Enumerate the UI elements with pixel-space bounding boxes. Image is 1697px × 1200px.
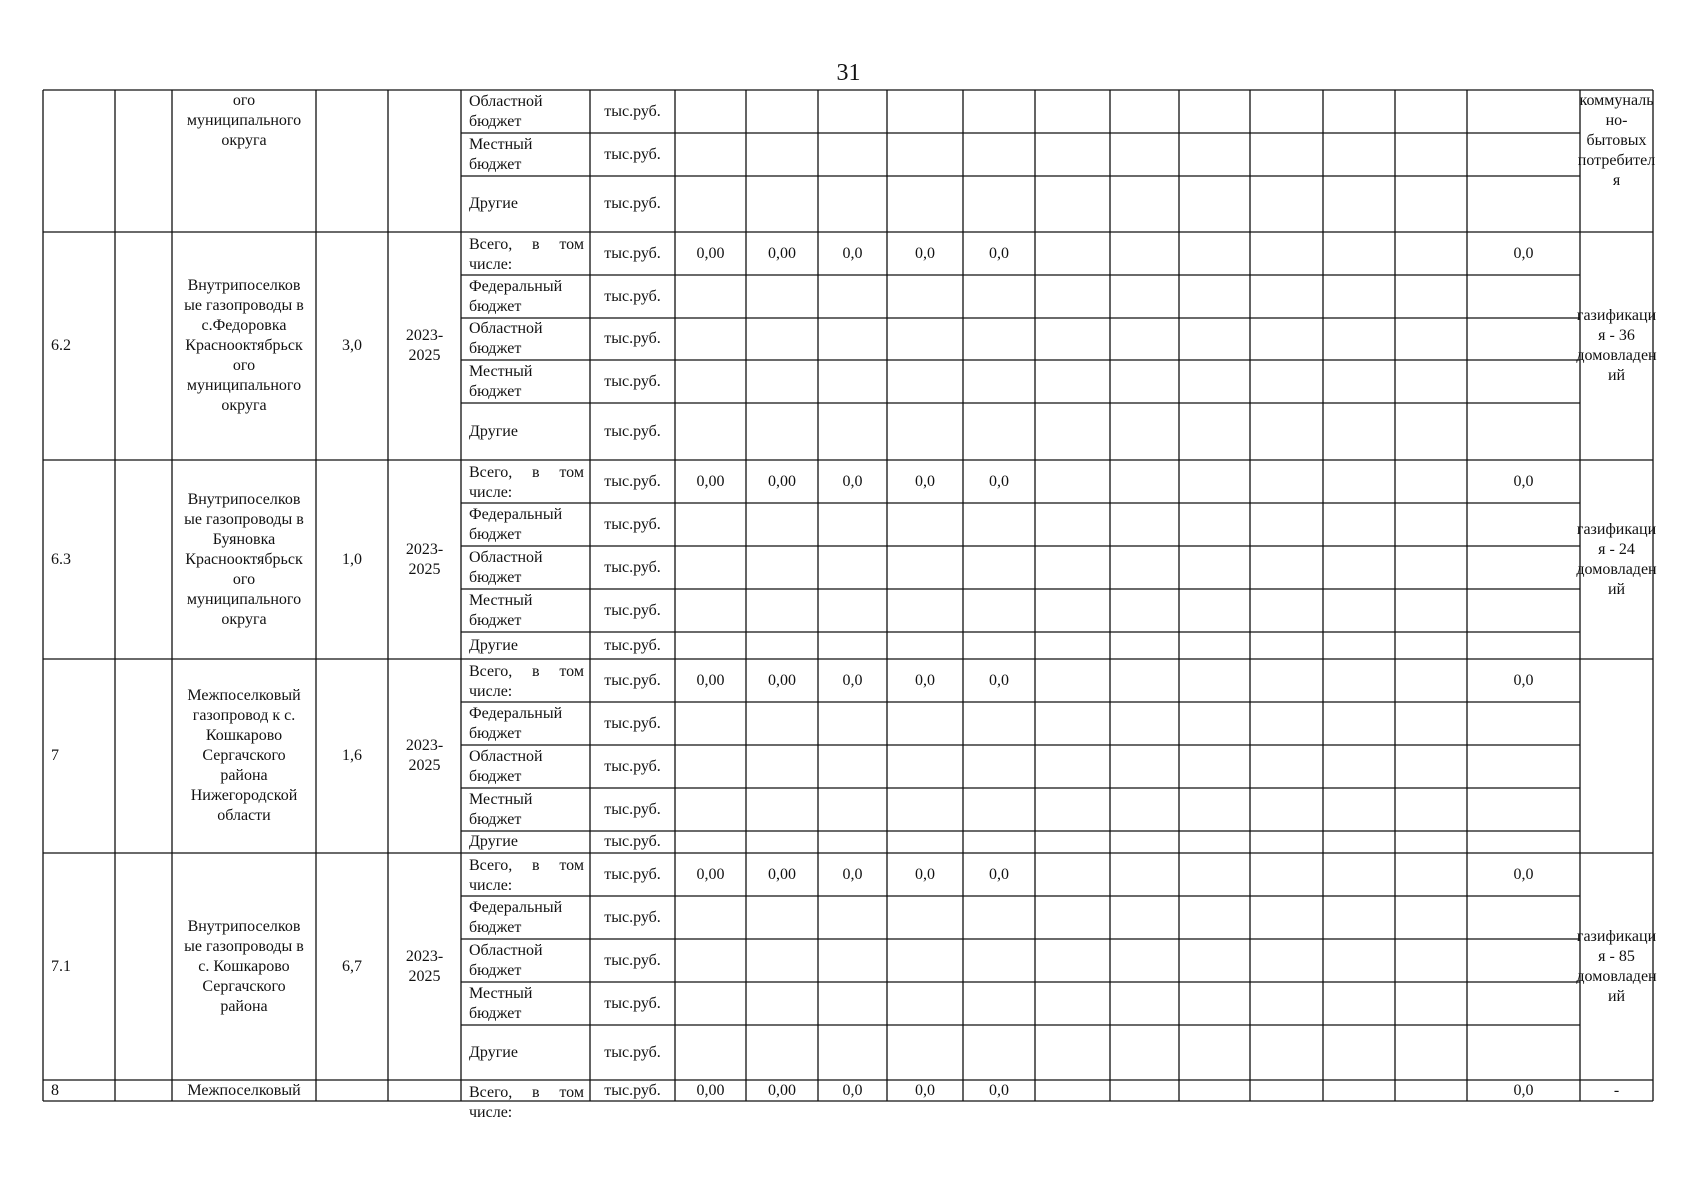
unit-label: тыс.руб. <box>604 865 661 883</box>
value-cell: 0,00 <box>696 1081 725 1099</box>
unit-label: тыс.руб. <box>604 1043 661 1061</box>
source-local: Местный бюджет <box>469 135 533 173</box>
row-number: 8 <box>51 1081 59 1099</box>
source-total-line1: Всего, в том <box>469 464 584 481</box>
value-total: 0,0 <box>1513 244 1534 262</box>
source-other: Другие <box>469 636 518 654</box>
length-value: 1,0 <box>342 550 362 568</box>
value-cell: 0,0 <box>842 1081 863 1099</box>
unit-label: тыс.руб. <box>604 195 661 212</box>
unit-label: тыс.руб. <box>604 951 661 969</box>
value-cell: 0,00 <box>768 472 796 490</box>
value-total: 0,0 <box>1513 472 1534 490</box>
unit-label: тыс.руб. <box>604 330 661 347</box>
source-regional: Областной бюджет <box>469 941 543 979</box>
unit-label: тыс.руб. <box>604 558 661 576</box>
unit-label: тыс.руб. <box>604 833 661 850</box>
value-cell: 0,00 <box>768 671 796 689</box>
unit-label: тыс.руб. <box>604 994 661 1012</box>
value-cell: 0,0 <box>915 865 935 883</box>
result-text: газификаци я - 24 домовладен ий <box>1576 520 1657 598</box>
years-value <box>390 1081 459 1100</box>
source-total-line2: числе: <box>469 683 513 700</box>
value-total: 0,0 <box>1513 865 1534 883</box>
result-text: газификаци я - 36 домовладен ий <box>1576 307 1657 384</box>
value-cell: 0,0 <box>842 244 863 262</box>
source-federal: Федеральный бюджет <box>469 505 563 543</box>
value-cell: 0,0 <box>989 244 1009 262</box>
value-cell: 0,00 <box>696 244 725 262</box>
source-other: Другие <box>469 833 518 850</box>
unit-label: тыс.руб. <box>604 372 661 390</box>
source-total-line2: числе: <box>469 484 513 501</box>
unit-label: тыс.руб. <box>604 244 661 262</box>
unit-label: тыс.руб. <box>604 601 661 619</box>
source-total <box>463 660 588 701</box>
value-cell: 0,00 <box>696 472 725 490</box>
unit-label: тыс.руб. <box>604 472 661 490</box>
unit-label: тыс.руб. <box>604 636 661 654</box>
length-value: 3,0 <box>342 337 362 354</box>
row-number: 6.3 <box>51 550 71 568</box>
source-local: Местный бюджет <box>469 984 533 1022</box>
object-name: Межпоселковый газопровод к с. Кошкарово Сергачского района Нижегородской области <box>187 687 301 824</box>
source-regional: Областной бюджет <box>469 92 543 130</box>
value-cell: 0,0 <box>915 671 935 689</box>
value-cell: 0,0 <box>989 671 1009 689</box>
result-text <box>1582 660 1651 852</box>
source-local: Местный бюджет <box>469 790 533 828</box>
years-value <box>390 91 459 231</box>
object-name: Внутрипоселков ые газопроводы в Буяновка Краснооктябрьск ого муниципального округа <box>184 490 304 628</box>
source-local: Местный бюджет <box>469 591 533 629</box>
row-number: 7 <box>51 747 59 764</box>
value-cell: 0,00 <box>768 1081 796 1099</box>
source-total-line2: числе: <box>469 256 513 273</box>
source-federal: Федеральный бюджет <box>469 277 563 315</box>
row-number: 7.1 <box>51 957 71 975</box>
value-cell: 0,00 <box>696 865 725 883</box>
length-value <box>318 91 386 231</box>
length-value: 1,6 <box>342 747 362 764</box>
object-name: Внутрипоселков ые газопроводы в с.Федоровка Краснооктябрьск ого муниципального округа <box>184 277 304 414</box>
value-cell: 0,00 <box>768 865 796 883</box>
source-total-line2: числе: <box>469 877 513 894</box>
years-value: 2023- 2025 <box>405 737 444 774</box>
source-total-line1: Всего, в том <box>469 236 584 253</box>
unit-label: тыс.руб. <box>604 145 661 163</box>
source-total-line2: числе: <box>469 1104 513 1121</box>
row-number: 6.2 <box>51 337 71 354</box>
length-value: 6,7 <box>342 957 362 975</box>
years-value: 2023- 2025 <box>405 540 444 578</box>
result-text: газификаци я - 85 домовладен ий <box>1576 927 1657 1005</box>
source-regional: Областной бюджет <box>469 320 543 357</box>
unit-label: тыс.руб. <box>604 757 661 775</box>
value-cell: 0,0 <box>915 244 935 262</box>
source-total-line1: Всего, в том <box>469 1084 584 1101</box>
years-value: 2023- 2025 <box>405 947 444 985</box>
unit-label: тыс.руб. <box>604 908 661 926</box>
source-total <box>463 1081 588 1121</box>
length-value <box>318 1081 386 1100</box>
source-other: Другие <box>469 1043 518 1061</box>
source-regional: Областной бюджет <box>469 548 543 586</box>
value-cell: 0,0 <box>842 865 863 883</box>
object-name: Межпоселковый <box>187 1082 301 1099</box>
unit-label: тыс.руб. <box>604 422 661 440</box>
value-cell: 0,0 <box>915 1081 935 1099</box>
source-federal: Федеральный бюджет <box>469 704 563 742</box>
value-total: 0,0 <box>1513 671 1534 689</box>
source-total-line1: Всего, в том <box>469 663 584 680</box>
source-federal: Федеральный бюджет <box>469 898 563 936</box>
source-total-line1: Всего, в том <box>469 857 584 874</box>
value-cell: 0,0 <box>842 671 863 689</box>
source-total <box>463 854 588 895</box>
source-other: Другие <box>469 422 518 440</box>
value-cell: 0,0 <box>915 472 935 490</box>
page-number: 31 <box>836 60 861 86</box>
unit-label: тыс.руб. <box>604 800 661 818</box>
result-text: - <box>1613 1081 1620 1099</box>
unit-label: тыс.руб. <box>604 287 661 305</box>
value-cell: 0,0 <box>989 1081 1009 1099</box>
row-number <box>45 91 113 231</box>
unit-label: тыс.руб. <box>604 102 661 120</box>
source-local: Местный бюджет <box>469 362 533 400</box>
value-cell: 0,0 <box>842 472 863 490</box>
value-cell: 0,00 <box>696 671 725 689</box>
value-cell: 0,0 <box>989 865 1009 883</box>
source-total <box>463 461 588 502</box>
source-regional: Областной бюджет <box>469 747 543 785</box>
years-value: 2023- 2025 <box>405 327 444 364</box>
unit-label: тыс.руб. <box>604 714 661 732</box>
unit-label: тыс.руб. <box>604 515 661 533</box>
unit-label: тыс.руб. <box>604 1081 661 1099</box>
result-text: коммуналь но- бытовых потребител я <box>1577 92 1656 189</box>
source-other: Другие <box>469 195 518 212</box>
object-name: Внутрипоселков ые газопроводы в с. Кошкарово Сергачского района <box>184 917 304 1015</box>
object-name: ого муниципального округа <box>186 92 302 149</box>
unit-label: тыс.руб. <box>604 671 661 689</box>
source-total <box>463 233 588 274</box>
value-cell: 0,00 <box>768 244 796 262</box>
value-cell: 0,0 <box>989 472 1009 490</box>
value-total: 0,0 <box>1513 1081 1534 1099</box>
